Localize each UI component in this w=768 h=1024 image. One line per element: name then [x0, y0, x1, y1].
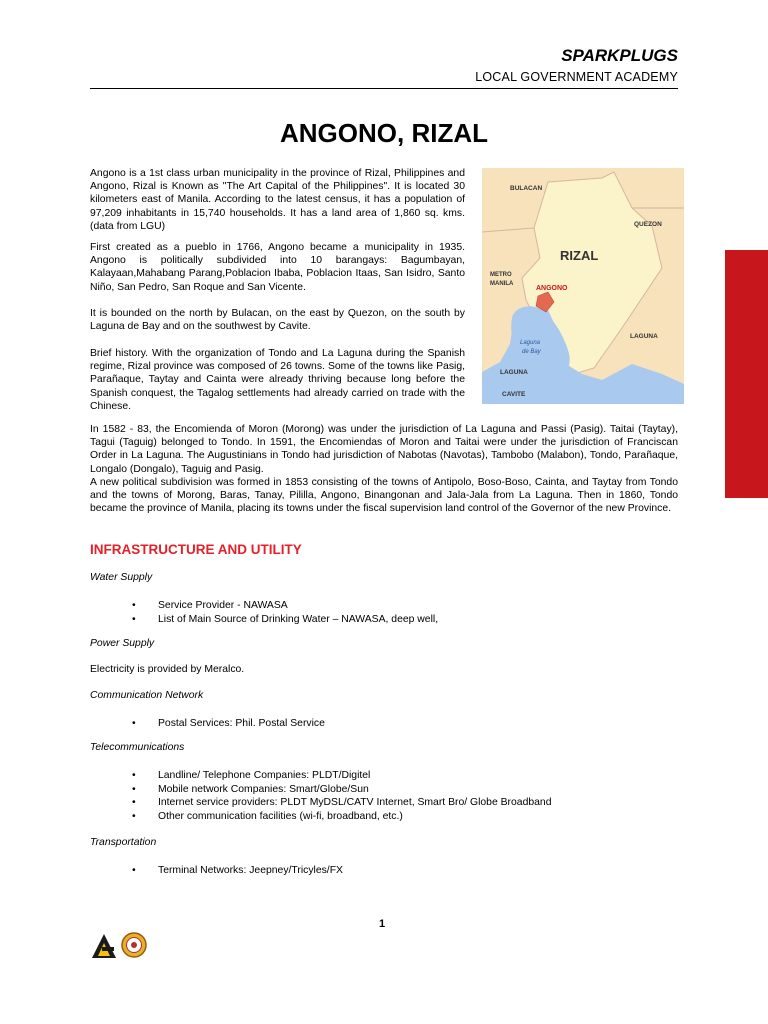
list-item: • Landline/ Telephone Companies: PLDT/Digitel	[132, 770, 371, 781]
history-paragraph	[90, 423, 678, 515]
bullet: •	[132, 865, 136, 876]
map-label-metro-manila: METRO	[490, 272, 512, 278]
telecommunications-label: Telecommunications	[90, 742, 185, 753]
brief-history-paragraph: Brief history. With the organization of Tondo and La Laguna during the Spanish regime, Rizal province was composed of 26 towns. Some of the towns like Pasig, Parañaque, Taytay and Cainta were already thriving because long before the Spanish conquest, the Tagalog settlements had already carried on trade with the Chinese.	[90, 348, 465, 412]
creation-paragraph: First created as a pueblo in 1766, Angono became a municipality in 1935. Angono is politically subdivided into 10 barangays: Bagumbayan, Kalayaan,Mahabang Parang,Poblacion Ibaba, Poblacion Itaas, San Isidro, Santo Niño, San Pedro, San Roque and San Vicente.	[90, 242, 465, 293]
water-supply-label: Water Supply	[90, 572, 153, 583]
history-paragraph-2: A new political subdivision was formed in 1853 consisting of the towns of Antipolo, Boso-Boso, Cainta, and Taytay from Tondo and the towns of Morong, Baras, Tanay, Pililla, Angono, Binangonan and Jala-Jala from La Laguna. Then in 1860, Tondo became the province of Manila, placing its towns under the fiscal supervision land control of the Governor of the new Province.	[90, 476, 678, 515]
map-label-quezon: QUEZON	[634, 221, 662, 228]
seal-logo	[122, 933, 146, 957]
boundaries-paragraph: It is bounded on the north by Bulacan, on the east by Quezon, on the south by Laguna de Bay and on the southwest by Cavite.	[90, 308, 465, 333]
transportation-label: Transportation	[90, 837, 157, 848]
water-supply-list	[132, 599, 438, 626]
page-title: ANGONO, RIZAL	[280, 118, 488, 148]
list-item: • Service Provider - NAWASA	[132, 600, 288, 611]
map-label-metro-manila: MANILA	[490, 281, 514, 287]
page-number: 1	[379, 918, 386, 930]
list-item: • Other communication facilities (wi-fi, broadband, etc.)	[132, 810, 403, 822]
map-label-laguna-de-bay: Laguna	[520, 340, 541, 346]
list-item: • Mobile network Companies: Smart/Globe/Sun	[132, 783, 369, 795]
transportation-list	[132, 864, 343, 878]
bullet: •	[132, 810, 136, 822]
list-item: • Postal Services: Phil. Postal Service	[132, 718, 325, 729]
list-item: • List of Main Source of Drinking Water – NAWASA, deep well,	[132, 613, 439, 625]
section-heading: INFRASTRUCTURE AND UTILITY	[90, 542, 302, 557]
header-rule	[90, 88, 678, 89]
bullet: •	[132, 600, 136, 611]
bullet: •	[132, 797, 136, 808]
map-label-rizal: RIZAL	[560, 248, 599, 263]
map-label-cavite: CAVITE	[502, 391, 526, 398]
map-label-laguna: LAGUNA	[630, 333, 658, 340]
intro-paragraph: Angono is a 1st class urban municipality in the province of Rizal, Philippines and Angono, Rizal is Known as "The Art Capital of the Philippines". It is located 30 kilometers east of Manila. According to the latest census, it has a population of 97,209 inhabitants in 15,740 households. It has a land area of 1,860 sq. kms. (data from LGU)	[90, 168, 465, 232]
list-item: • Internet service providers: PLDT MyDSL/CATV Internet, Smart Bro/ Globe Broadband	[132, 797, 552, 808]
bullet: •	[132, 718, 136, 729]
history-paragraph-1: In 1582 - 83, the Encomienda of Moron (Morong) was under the jurisdiction of La Laguna and Passi (Pasig). Taitai (Taytay), Tagui (Taguig) belonged to Tondo. In 1591, the Encomiendas of Moron and Taitai were under the jurisdiction of Franciscan Order in La Laguna. The Augustinians in Tondo had jurisdiction of Nabotas (Navotas), Tambobo (Malabon), Tondo, Parañaque, Longalo (Dongalo), Taguig and Pasig.	[90, 424, 678, 475]
header-subtitle: LOCAL GOVERNMENT ACADEMY	[475, 70, 678, 84]
rizal-province-map	[482, 168, 684, 404]
agency-logos	[90, 930, 150, 960]
power-supply-text: Electricity is provided by Meralco.	[90, 664, 245, 675]
bullet: •	[132, 770, 136, 781]
bullet: •	[132, 783, 136, 795]
bullet: •	[132, 613, 136, 625]
map-label-laguna-de-bay: de Bay	[522, 349, 541, 355]
lga-logo	[92, 934, 116, 958]
communication-network-label: Communication Network	[90, 690, 204, 701]
telecommunications-list	[132, 769, 551, 823]
power-supply-label: Power Supply	[90, 638, 155, 649]
map-label-laguna: LAGUNA	[500, 369, 528, 376]
header-title: SPARKPLUGS	[561, 46, 678, 65]
map-label-angono: ANGONO	[536, 285, 568, 292]
list-item: • Terminal Networks: Jeepney/Tricyles/FX	[132, 865, 343, 876]
communication-list	[132, 717, 325, 731]
map-label-bulacan: BULACAN	[510, 185, 543, 192]
side-tab	[725, 250, 768, 498]
